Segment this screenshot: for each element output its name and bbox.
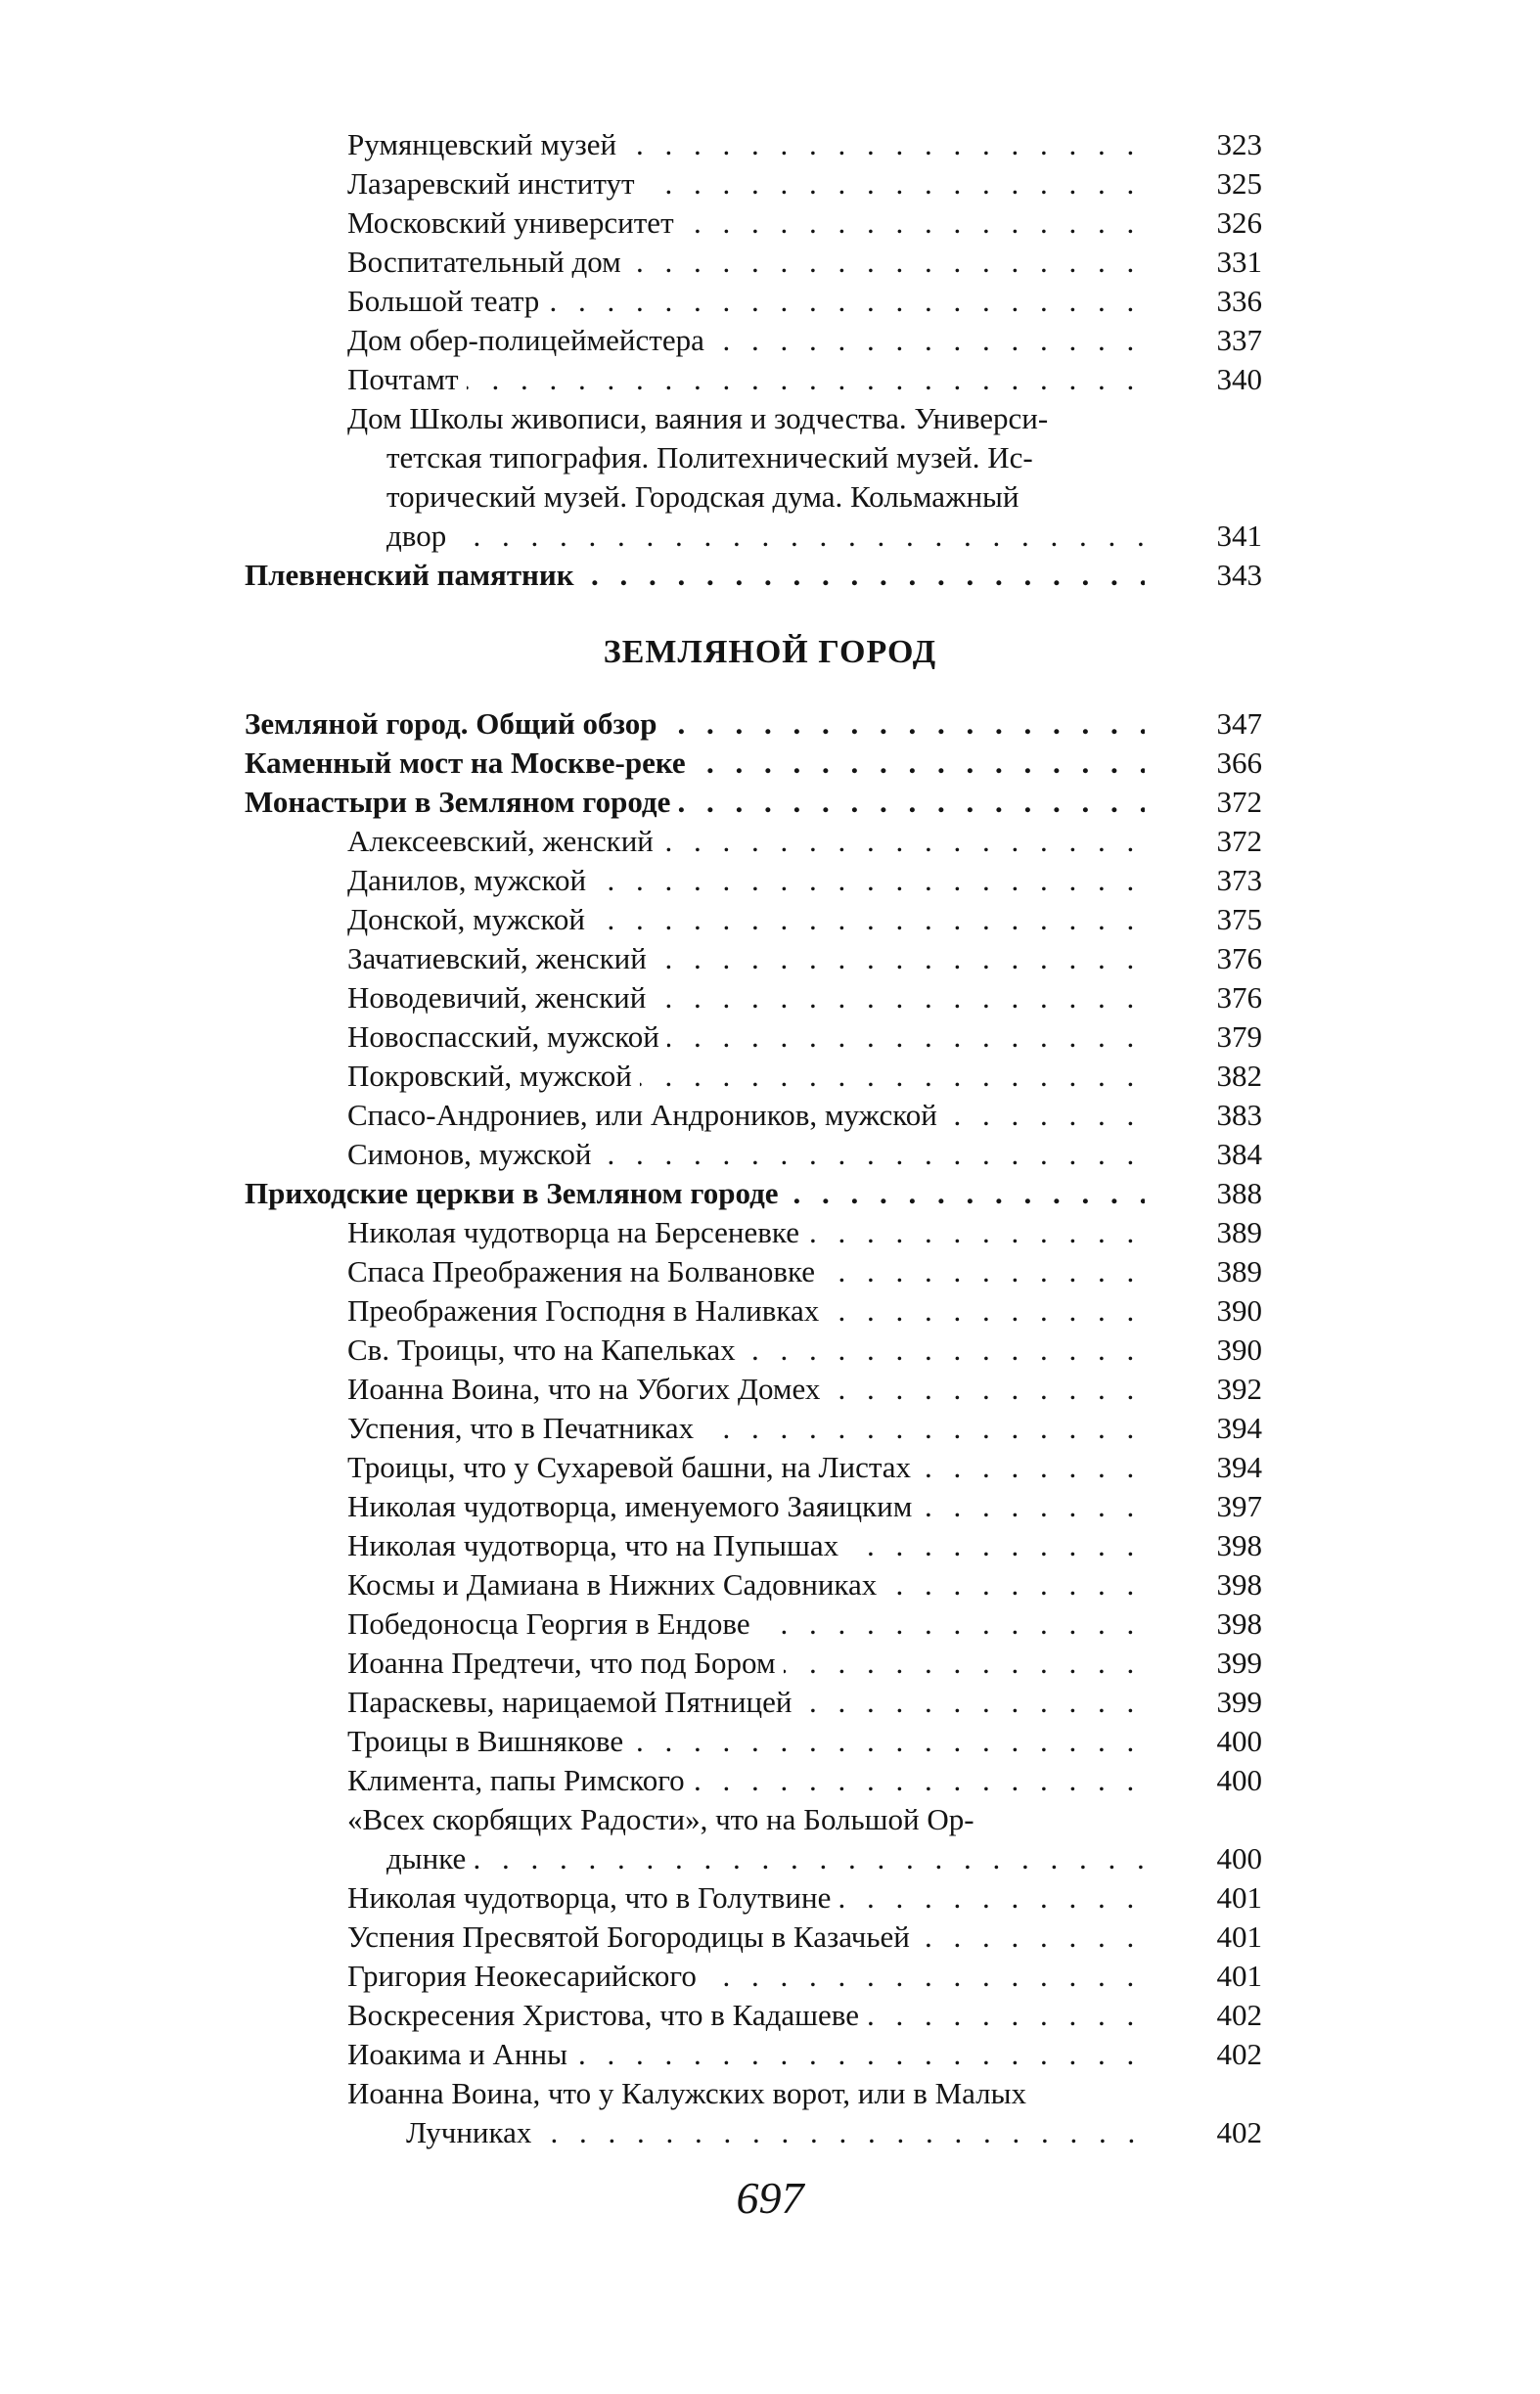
toc-entry[interactable] [347,2035,1262,2074]
entry-page: 340 [1216,362,1262,396]
entry-page: 388 [1216,1176,1262,1210]
entry-page: 376 [1216,980,1262,1015]
entry-title: Св. Троицы, что на Капельках [347,1333,744,1367]
entry-title-line: Дом Школы живописи, ваяния и зодчества. Универси- [347,401,1049,435]
entry-page: 402 [1216,2037,1262,2071]
toc-entry[interactable] [347,282,1262,321]
toc-entry[interactable] [347,1487,1262,1526]
toc-entry[interactable] [347,321,1262,360]
toc-entry-major[interactable] [245,1174,1262,1213]
entry-title: Земляной город. Общий обзор [245,706,664,741]
entry-title: Румянцевский музей [347,127,624,161]
entry-page: 401 [1216,1959,1262,1993]
toc-entry[interactable] [347,1526,1262,1565]
entry-title: Победоносца Георгия в Ендове [347,1606,758,1641]
entry-title: Зачатиевский, женский [347,941,655,975]
entry-title: Николая чудотворца, что в Голутвине [347,1880,838,1915]
toc-entry[interactable] [406,2113,1262,2152]
entry-title: Спаса Преображения на Болвановке [347,1254,823,1288]
entry-title: Данилов, мужской [347,863,594,897]
toc-entry[interactable] [347,1683,1262,1722]
entry-title: Николая чудотворца на Берсеневке [347,1215,807,1249]
toc-entry[interactable] [347,1722,1262,1761]
entry-page: 382 [1216,1059,1262,1093]
entry-title: Климента, папы Римского [347,1763,693,1797]
entry-page: 341 [1216,519,1262,553]
toc-entry[interactable] [347,360,1262,399]
toc-entry[interactable] [347,822,1262,861]
entry-title: Почтамт [347,362,467,396]
toc-entry[interactable] [347,1565,1262,1604]
entry-title: Симонов, мужской [347,1137,600,1171]
entry-page: 399 [1216,1685,1262,1719]
entry-page: 399 [1216,1646,1262,1680]
toc-entry[interactable] [347,1331,1262,1370]
toc-entry[interactable] [347,164,1262,203]
entry-title: Иоанна Предтечи, что под Бором [347,1646,784,1680]
entry-page: 375 [1216,902,1262,936]
entry-page: 389 [1216,1254,1262,1288]
entry-page: 394 [1216,1450,1262,1484]
entry-page: 398 [1216,1606,1262,1641]
toc-entry[interactable] [347,939,1262,978]
entry-page: 325 [1216,166,1262,201]
entry-title: Воспитательный дом [347,245,629,279]
entry-page: 331 [1216,245,1262,279]
entry-title: Монастыри в Земляном городе [245,785,678,819]
toc-entry[interactable] [347,1604,1262,1644]
entry-title: Троицы в Вишнякове [347,1724,631,1758]
entry-title: Троицы, что у Сухаревой башни, на Листах [347,1450,919,1484]
entry-page: 390 [1216,1293,1262,1328]
entry-page: 397 [1216,1489,1262,1523]
toc-entry[interactable] [347,243,1262,282]
entry-page: 383 [1216,1098,1262,1132]
toc-entry-major[interactable] [245,783,1262,822]
toc-entry-major[interactable] [245,556,1262,595]
entry-title: Новоспасский, мужской [347,1019,667,1054]
toc-entry[interactable] [386,1839,1262,1878]
entry-page: 343 [1216,558,1262,592]
toc-entry[interactable] [347,861,1262,900]
entry-page: 347 [1216,706,1262,741]
toc-entry[interactable] [347,1135,1262,1174]
entry-title: Покровский, мужской [347,1059,640,1093]
entry-page: 394 [1216,1411,1262,1445]
toc-entry-multiline[interactable] [347,399,1262,517]
entry-page: 398 [1216,1528,1262,1562]
entry-title: Дом обер-полицеймейстера [347,323,712,357]
entry-page: 400 [1216,1841,1262,1875]
entry-title: Иоанна Воина, что на Убогих Домех [347,1372,828,1406]
toc-entry[interactable] [347,1996,1262,2035]
entry-title: Иоакима и Анны [347,2037,575,2071]
entry-title: Московский университет [347,205,682,240]
entry-page: 401 [1216,1920,1262,1954]
entry-page: 390 [1216,1333,1262,1367]
toc-entry-major[interactable] [245,744,1262,783]
toc-entry[interactable] [347,1878,1262,1918]
entry-title-line: дынке [386,1841,474,1875]
toc-entry[interactable] [347,978,1262,1017]
entry-title-line: Лучниках [406,2115,539,2149]
toc-entry-multiline[interactable] [347,2074,1262,2113]
entry-page: 389 [1216,1215,1262,1249]
entry-page: 402 [1216,2115,1262,2149]
toc-entry[interactable] [347,1918,1262,1957]
toc-entry[interactable] [347,1017,1262,1057]
entry-title: Космы и Дамиана в Нижних Садовниках [347,1567,884,1602]
entry-page: 401 [1216,1880,1262,1915]
toc-entry[interactable] [347,1644,1262,1683]
entry-title: Донской, мужской [347,902,593,936]
toc-entry[interactable] [347,1448,1262,1487]
entry-title-line: двор [386,519,454,553]
entry-page: 376 [1216,941,1262,975]
entry-title: Лазаревский институт [347,166,643,201]
toc-entry[interactable] [347,1957,1262,1996]
toc-entry-major[interactable] [245,704,1262,744]
entry-title-line: Иоанна Воина, что у Калужских ворот, или в Малых [347,2076,1026,2110]
toc-entry[interactable] [347,1370,1262,1409]
entry-page: 400 [1216,1724,1262,1758]
entry-page: 326 [1216,205,1262,240]
entry-page: 336 [1216,284,1262,318]
entry-title: Приходские церкви в Земляном городе [245,1176,787,1210]
entry-page: 372 [1216,824,1262,858]
entry-page: 372 [1216,785,1262,819]
toc-entry[interactable] [347,125,1262,164]
toc-entry[interactable] [347,1057,1262,1096]
toc-entry-multiline[interactable] [347,1800,1262,1839]
toc-entry[interactable] [347,1291,1262,1331]
entry-page: 366 [1216,745,1262,780]
section-heading: ЗЕМЛЯНОЙ ГОРОД [603,634,937,670]
entry-title: Успения Пресвятой Богородицы в Казачьей [347,1920,918,1954]
entry-page: 392 [1216,1372,1262,1406]
entry-title: Большой театр [347,284,547,318]
entry-title-line: торический музей. Городская дума. Кольмажный [386,479,1019,514]
entry-title-line: тетская типография. Политехнический музей. Ис- [386,440,1033,474]
entry-title: Николая чудотворца, именуемого Заяицким [347,1489,920,1523]
entry-title: Преображения Господня в Наливках [347,1293,827,1328]
page-number: 697 [736,2173,804,2223]
entry-page: 384 [1216,1137,1262,1171]
toc-entry[interactable] [347,203,1262,243]
toc-entry[interactable] [347,1409,1262,1448]
entry-title: Параскевы, нарицаемой Пятницей [347,1685,800,1719]
toc-entry[interactable] [347,1252,1262,1291]
toc-entry[interactable] [386,517,1262,556]
toc-entry[interactable] [347,1096,1262,1135]
entry-title: Каменный мост на Москве-реке [245,745,694,780]
entry-page: 337 [1216,323,1262,357]
toc-entry[interactable] [347,1761,1262,1800]
entry-title-line: «Всех скорбящих Радости», что на Большой Ор- [347,1802,974,1836]
entry-page: 402 [1216,1998,1262,2032]
entry-title: Успения, что в Печатниках [347,1411,702,1445]
entry-title: Воскресения Христова, что в Кадашеве [347,1998,867,2032]
toc-entry[interactable] [347,1213,1262,1252]
entry-title: Алексеевский, женский [347,824,661,858]
entry-title: Новодевичий, женский [347,980,654,1015]
entry-title: Плевненский памятник [245,558,582,592]
entry-page: 400 [1216,1763,1262,1797]
entry-page: 379 [1216,1019,1262,1054]
toc-entry[interactable] [347,900,1262,939]
entry-page: 373 [1216,863,1262,897]
entry-page: 323 [1216,127,1262,161]
entry-title: Григория Неокесарийского [347,1959,704,1993]
entry-title: Николая чудотворца, что на Пупышах [347,1528,846,1562]
entry-page: 398 [1216,1567,1262,1602]
entry-title: Спасо-Андрониев, или Андроников, мужской [347,1098,945,1132]
